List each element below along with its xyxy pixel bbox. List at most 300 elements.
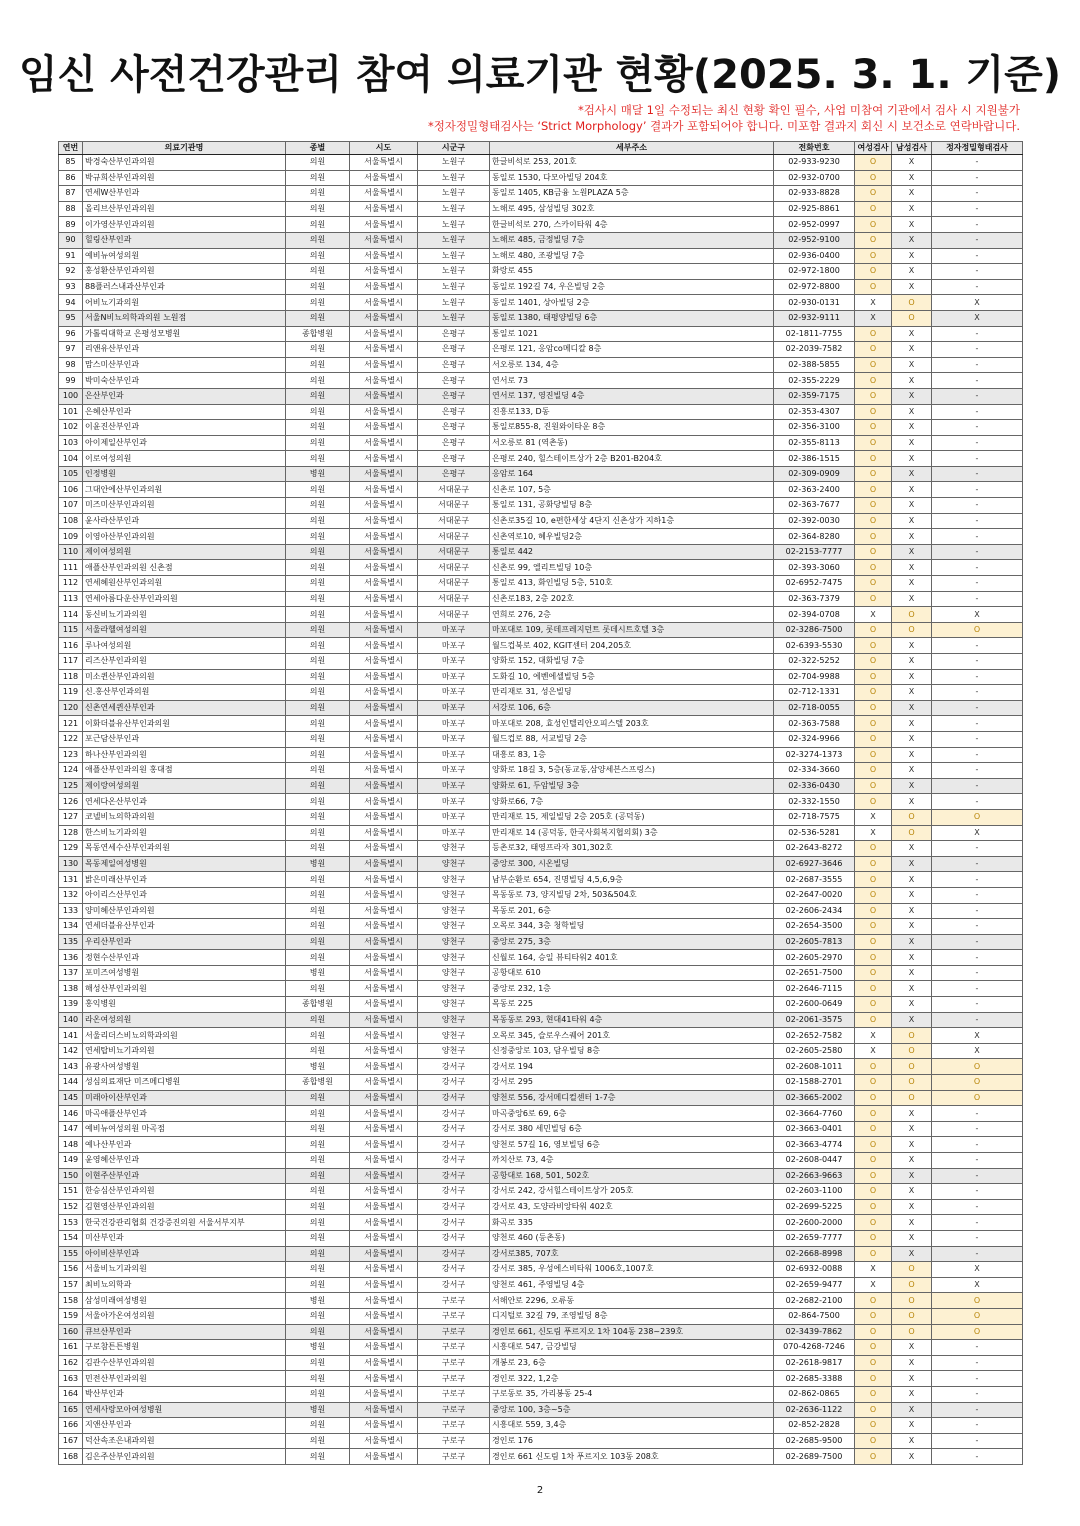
row-number: 115 xyxy=(59,622,83,638)
phone: 02-718-0055 xyxy=(774,700,855,716)
province: 서울특별시 xyxy=(350,622,418,638)
sperm-morphology-test: - xyxy=(932,1449,1023,1465)
female-test: X xyxy=(855,1028,892,1044)
province: 서울특별시 xyxy=(350,1418,418,1434)
female-test: O xyxy=(855,373,892,389)
table-row xyxy=(59,513,1023,529)
table-row xyxy=(59,731,1023,747)
phone: 02-3274-1373 xyxy=(774,747,855,763)
female-test: O xyxy=(855,700,892,716)
province: 서울특별시 xyxy=(350,232,418,248)
male-test: X xyxy=(892,669,932,685)
phone: 02-2651-7500 xyxy=(774,965,855,981)
sperm-morphology-test: X xyxy=(932,1028,1023,1044)
phone: 02-936-0400 xyxy=(774,248,855,264)
district: 노원구 xyxy=(418,310,490,326)
institution-type: 의원 xyxy=(286,1324,350,1340)
district: 마포구 xyxy=(418,731,490,747)
male-test: X xyxy=(892,155,932,171)
male-test: X xyxy=(892,373,932,389)
district: 노원구 xyxy=(418,217,490,233)
sperm-morphology-test: - xyxy=(932,435,1023,451)
male-test: X xyxy=(892,1246,932,1262)
institution-type: 의원 xyxy=(286,201,350,217)
table-row xyxy=(59,544,1023,560)
institution-name: 연세다온산부인과 xyxy=(83,794,286,810)
institution-name: 어비뇨기과의원 xyxy=(83,295,286,311)
female-test: O xyxy=(855,1199,892,1215)
province: 서울특별시 xyxy=(350,997,418,1013)
male-test: O xyxy=(892,1059,932,1075)
table-row xyxy=(59,809,1023,825)
institution-type: 의원 xyxy=(286,1418,350,1434)
district: 양천구 xyxy=(418,981,490,997)
female-test: X xyxy=(855,1043,892,1059)
phone: 02-353-4307 xyxy=(774,404,855,420)
institution-name: 밝은미래산부인과 xyxy=(83,872,286,888)
institution-name: 서울라헬여성의원 xyxy=(83,622,286,638)
institution-type: 의원 xyxy=(286,934,350,950)
province: 서울특별시 xyxy=(350,1324,418,1340)
table-row xyxy=(59,529,1023,545)
address: 강서로 295 xyxy=(490,1075,774,1091)
table-row xyxy=(59,700,1023,716)
row-number: 158 xyxy=(59,1293,83,1309)
female-test: O xyxy=(855,856,892,872)
province: 서울특별시 xyxy=(350,498,418,514)
province: 서울특별시 xyxy=(350,794,418,810)
male-test: O xyxy=(892,1043,932,1059)
sperm-morphology-test: - xyxy=(932,420,1023,436)
address: 경인로 176 xyxy=(490,1433,774,1449)
institution-type: 의원 xyxy=(286,1386,350,1402)
row-number: 94 xyxy=(59,295,83,311)
phone: 02-356-3100 xyxy=(774,420,855,436)
institution-name: 아이제일산부인과 xyxy=(83,435,286,451)
female-test: O xyxy=(855,965,892,981)
female-test: O xyxy=(855,919,892,935)
district: 서대문구 xyxy=(418,607,490,623)
institution-type: 병원 xyxy=(286,856,350,872)
female-test: O xyxy=(855,997,892,1013)
institution-type: 의원 xyxy=(286,669,350,685)
table-row xyxy=(59,638,1023,654)
institution-type: 의원 xyxy=(286,1184,350,1200)
province: 서울특별시 xyxy=(350,887,418,903)
table-row xyxy=(59,342,1023,358)
male-test: X xyxy=(892,778,932,794)
sperm-morphology-test: O xyxy=(932,1324,1023,1340)
phone: 02-2668-8998 xyxy=(774,1246,855,1262)
institution-type: 의원 xyxy=(286,295,350,311)
sperm-morphology-test: - xyxy=(932,1012,1023,1028)
sperm-morphology-test: O xyxy=(932,622,1023,638)
male-test: O xyxy=(892,1277,932,1293)
province: 서울특별시 xyxy=(350,357,418,373)
province: 서울특별시 xyxy=(350,1028,418,1044)
col-header: 의료기관명 xyxy=(83,142,286,155)
note-2: *정자정밀형태검사는 ‘Strict Morphology’ 결과가 포함되어야 합니다. 미포함 결과지 회신 시 보건소로 연락바랍니다. xyxy=(427,119,1020,133)
district: 구로구 xyxy=(418,1340,490,1356)
col-header: 연번 xyxy=(59,142,83,155)
province: 서울특별시 xyxy=(350,1012,418,1028)
district: 강서구 xyxy=(418,1168,490,1184)
phone: 02-363-7379 xyxy=(774,591,855,607)
male-test: X xyxy=(892,747,932,763)
address: 강서로 43, 도양라비앙타워 402호 xyxy=(490,1199,774,1215)
district: 구로구 xyxy=(418,1324,490,1340)
institution-type: 병원 xyxy=(286,466,350,482)
row-number: 88 xyxy=(59,201,83,217)
district: 은평구 xyxy=(418,326,490,342)
female-test: O xyxy=(855,1075,892,1091)
institution-name: 애플산부인과의원 홍대점 xyxy=(83,763,286,779)
sperm-morphology-test: - xyxy=(932,186,1023,202)
phone: 02-925-8861 xyxy=(774,201,855,217)
address: 오목로 345, 슬로우스퀘어 201호 xyxy=(490,1028,774,1044)
table-row xyxy=(59,607,1023,623)
district: 강서구 xyxy=(418,1090,490,1106)
female-test: O xyxy=(855,747,892,763)
male-test: X xyxy=(892,326,932,342)
phone: 02-718-7575 xyxy=(774,809,855,825)
phone: 02-972-8800 xyxy=(774,279,855,295)
male-test: X xyxy=(892,201,932,217)
address: 연희로 276, 2층 xyxy=(490,607,774,623)
address: 중앙로 100, 3층~5층 xyxy=(490,1402,774,1418)
female-test: O xyxy=(855,1402,892,1418)
institution-table xyxy=(58,141,1023,1465)
row-number: 112 xyxy=(59,576,83,592)
row-number: 116 xyxy=(59,638,83,654)
table-row xyxy=(59,404,1023,420)
female-test: O xyxy=(855,685,892,701)
sperm-morphology-test: - xyxy=(932,451,1023,467)
district: 구로구 xyxy=(418,1418,490,1434)
institution-name: 마곡애플산부인과 xyxy=(83,1106,286,1122)
row-number: 99 xyxy=(59,373,83,389)
row-number: 128 xyxy=(59,825,83,841)
sperm-morphology-test: - xyxy=(932,342,1023,358)
row-number: 87 xyxy=(59,186,83,202)
address: 개봉로 23, 6층 xyxy=(490,1355,774,1371)
district: 노원구 xyxy=(418,186,490,202)
institution-type: 의원 xyxy=(286,404,350,420)
sperm-morphology-test: - xyxy=(932,965,1023,981)
row-number: 121 xyxy=(59,716,83,732)
female-test: O xyxy=(855,420,892,436)
row-number: 131 xyxy=(59,872,83,888)
province: 서울특별시 xyxy=(350,1230,418,1246)
institution-type: 의원 xyxy=(286,1355,350,1371)
row-number: 101 xyxy=(59,404,83,420)
province: 서울특별시 xyxy=(350,700,418,716)
sperm-morphology-test: - xyxy=(932,638,1023,654)
address: 은평로 240, 힐스테이트상가 2층 B201-B204호 xyxy=(490,451,774,467)
male-test: X xyxy=(892,544,932,560)
institution-name: 예비뉴여성의원 xyxy=(83,248,286,264)
address: 신촌로183, 2층 202호 xyxy=(490,591,774,607)
sperm-morphology-test: - xyxy=(932,950,1023,966)
province: 서울특별시 xyxy=(350,435,418,451)
female-test: O xyxy=(855,388,892,404)
district: 양천구 xyxy=(418,1028,490,1044)
row-number: 132 xyxy=(59,887,83,903)
sperm-morphology-test: X xyxy=(932,607,1023,623)
address: 강서로385, 707호 xyxy=(490,1246,774,1262)
institution-name: 민전산부인과의원 xyxy=(83,1371,286,1387)
female-test: O xyxy=(855,217,892,233)
table-row xyxy=(59,186,1023,202)
male-test: X xyxy=(892,498,932,514)
institution-name: 미즈미산부인과의원 xyxy=(83,498,286,514)
table-row xyxy=(59,1418,1023,1434)
table-row xyxy=(59,1028,1023,1044)
institution-type: 의원 xyxy=(286,310,350,326)
table-row xyxy=(59,264,1023,280)
institution-name: 그대안에산부인과의원 xyxy=(83,482,286,498)
table-row xyxy=(59,560,1023,576)
male-test: X xyxy=(892,997,932,1013)
female-test: O xyxy=(855,1230,892,1246)
col-header: 세부주소 xyxy=(490,142,774,155)
phone: 02-2600-0649 xyxy=(774,997,855,1013)
institution-name: 김은주산부인과의원 xyxy=(83,1449,286,1465)
table-row xyxy=(59,669,1023,685)
phone: 02-712-1331 xyxy=(774,685,855,701)
phone: 02-3664-7760 xyxy=(774,1106,855,1122)
institution-type: 의원 xyxy=(286,420,350,436)
female-test: O xyxy=(855,529,892,545)
col-header: 여성검사 xyxy=(855,142,892,155)
female-test: X xyxy=(855,825,892,841)
phone: 02-393-3060 xyxy=(774,560,855,576)
female-test: X xyxy=(855,1277,892,1293)
table-row xyxy=(59,997,1023,1013)
address: 시흥대로 559, 3,4층 xyxy=(490,1418,774,1434)
district: 마포구 xyxy=(418,747,490,763)
table-row xyxy=(59,451,1023,467)
institution-type: 병원 xyxy=(286,1402,350,1418)
address: 시흥대로 547, 금강빌딩 xyxy=(490,1340,774,1356)
phone: 02-536-5281 xyxy=(774,825,855,841)
address: 서해안로 2296, 오류동 xyxy=(490,1293,774,1309)
province: 서울특별시 xyxy=(350,872,418,888)
institution-type: 의원 xyxy=(286,264,350,280)
province: 서울특별시 xyxy=(350,965,418,981)
district: 마포구 xyxy=(418,700,490,716)
institution-name: 연세사랑모아여성병원 xyxy=(83,1402,286,1418)
phone: 02-1811-7755 xyxy=(774,326,855,342)
phone: 02-2646-7115 xyxy=(774,981,855,997)
institution-name: 이화더블유산부인과의원 xyxy=(83,716,286,732)
province: 서울특별시 xyxy=(350,310,418,326)
female-test: O xyxy=(855,622,892,638)
institution-type: 의원 xyxy=(286,232,350,248)
district: 은평구 xyxy=(418,373,490,389)
province: 서울특별시 xyxy=(350,388,418,404)
table-row xyxy=(59,856,1023,872)
female-test: O xyxy=(855,763,892,779)
district: 강서구 xyxy=(418,1184,490,1200)
female-test: X xyxy=(855,310,892,326)
male-test: X xyxy=(892,1371,932,1387)
institution-name: 리즈산부인과의원 xyxy=(83,654,286,670)
row-number: 86 xyxy=(59,170,83,186)
sperm-morphology-test: O xyxy=(932,1059,1023,1075)
institution-type: 의원 xyxy=(286,186,350,202)
address: 노해로 495, 삼성빌딩 302호 xyxy=(490,201,774,217)
province: 서울특별시 xyxy=(350,1386,418,1402)
address: 노해로 485, 금정빌딩 7층 xyxy=(490,232,774,248)
female-test: O xyxy=(855,513,892,529)
row-number: 118 xyxy=(59,669,83,685)
female-test: O xyxy=(855,1168,892,1184)
district: 마포구 xyxy=(418,825,490,841)
sperm-morphology-test: - xyxy=(932,934,1023,950)
female-test: O xyxy=(855,264,892,280)
address: 신촌로 99, 엘리트빌딩 10층 xyxy=(490,560,774,576)
institution-name: 성심의료재단 미즈메디병원 xyxy=(83,1075,286,1091)
phone: 02-388-5855 xyxy=(774,357,855,373)
female-test: O xyxy=(855,716,892,732)
row-number: 90 xyxy=(59,232,83,248)
male-test: X xyxy=(892,1402,932,1418)
district: 강서구 xyxy=(418,1137,490,1153)
row-number: 126 xyxy=(59,794,83,810)
district: 구로구 xyxy=(418,1308,490,1324)
district: 노원구 xyxy=(418,264,490,280)
sperm-morphology-test: - xyxy=(932,201,1023,217)
province: 서울특별시 xyxy=(350,326,418,342)
row-number: 100 xyxy=(59,388,83,404)
row-number: 113 xyxy=(59,591,83,607)
row-number: 159 xyxy=(59,1308,83,1324)
female-test: O xyxy=(855,466,892,482)
address: 양천로 556, 강서메디컬센터 1-7층 xyxy=(490,1090,774,1106)
address: 경인로 322, 1,2층 xyxy=(490,1371,774,1387)
address: 서오릉로 81 (역촌동) xyxy=(490,435,774,451)
district: 양천구 xyxy=(418,997,490,1013)
sperm-morphology-test: X xyxy=(932,295,1023,311)
province: 서울특별시 xyxy=(350,1153,418,1169)
col-header: 종별 xyxy=(286,142,350,155)
table-row xyxy=(59,747,1023,763)
row-number: 105 xyxy=(59,466,83,482)
phone: 02-852-2828 xyxy=(774,1418,855,1434)
institution-type: 의원 xyxy=(286,903,350,919)
institution-type: 의원 xyxy=(286,1433,350,1449)
institution-type: 의원 xyxy=(286,451,350,467)
table-body xyxy=(59,155,1023,1465)
address: 양화로 61, 두암빌딩 3층 xyxy=(490,778,774,794)
institution-type: 의원 xyxy=(286,560,350,576)
female-test: O xyxy=(855,1184,892,1200)
row-number: 95 xyxy=(59,310,83,326)
page-title: 임신 사전건강관리 참여 의료기관 현황(2025. 3. 1. 기준) xyxy=(18,52,1062,98)
address: 공항대로 168, 501, 502호 xyxy=(490,1168,774,1184)
institution-name: 라온여성의원 xyxy=(83,1012,286,1028)
table-row xyxy=(59,155,1023,171)
male-test: X xyxy=(892,1168,932,1184)
phone: 02-862-0865 xyxy=(774,1386,855,1402)
sperm-morphology-test: X xyxy=(932,1262,1023,1278)
institution-name: 코넬비뇨의학과의원 xyxy=(83,809,286,825)
province: 서울특별시 xyxy=(350,1121,418,1137)
row-number: 146 xyxy=(59,1106,83,1122)
row-number: 143 xyxy=(59,1059,83,1075)
phone: 02-1588-2701 xyxy=(774,1075,855,1091)
institution-name: 연세혜원산부인과의원 xyxy=(83,576,286,592)
institution-type: 의원 xyxy=(286,1137,350,1153)
sperm-morphology-test: - xyxy=(932,778,1023,794)
province: 서울특별시 xyxy=(350,482,418,498)
male-test: X xyxy=(892,1199,932,1215)
phone: 02-2603-1100 xyxy=(774,1184,855,1200)
institution-name: 지앤산부인과 xyxy=(83,1418,286,1434)
table-row xyxy=(59,1106,1023,1122)
province: 서울특별시 xyxy=(350,1449,418,1465)
male-test: X xyxy=(892,1449,932,1465)
address: 중앙로 275, 3층 xyxy=(490,934,774,950)
province: 서울특별시 xyxy=(350,1168,418,1184)
institution-name: 미래아이산부인과 xyxy=(83,1090,286,1106)
female-test: O xyxy=(855,1215,892,1231)
district: 양천구 xyxy=(418,965,490,981)
row-number: 163 xyxy=(59,1371,83,1387)
institution-type: 의원 xyxy=(286,778,350,794)
row-number: 91 xyxy=(59,248,83,264)
row-number: 148 xyxy=(59,1137,83,1153)
table-row xyxy=(59,794,1023,810)
table-row xyxy=(59,1324,1023,1340)
row-number: 109 xyxy=(59,529,83,545)
male-test: X xyxy=(892,856,932,872)
female-test: O xyxy=(855,591,892,607)
province: 서울특별시 xyxy=(350,186,418,202)
sperm-morphology-test: O xyxy=(932,1308,1023,1324)
institution-type: 종합병원 xyxy=(286,997,350,1013)
province: 서울특별시 xyxy=(350,716,418,732)
institution-name: 연세더블유산부인과 xyxy=(83,919,286,935)
district: 마포구 xyxy=(418,622,490,638)
phone: 02-2652-7582 xyxy=(774,1028,855,1044)
phone: 02-363-2400 xyxy=(774,482,855,498)
address: 월드컵로 88, 서교빌딩 2층 xyxy=(490,731,774,747)
phone: 02-355-2229 xyxy=(774,373,855,389)
address: 강서로 380 세민빌딩 6층 xyxy=(490,1121,774,1137)
institution-type: 의원 xyxy=(286,1090,350,1106)
row-number: 141 xyxy=(59,1028,83,1044)
institution-type: 의원 xyxy=(286,1246,350,1262)
male-test: X xyxy=(892,342,932,358)
row-number: 140 xyxy=(59,1012,83,1028)
institution-type: 의원 xyxy=(286,1230,350,1246)
sperm-morphology-test: X xyxy=(932,1277,1023,1293)
sperm-morphology-test: - xyxy=(932,1215,1023,1231)
page-number: 2 xyxy=(536,1485,544,1496)
phone: 02-933-8828 xyxy=(774,186,855,202)
table-row xyxy=(59,576,1023,592)
institution-name: 정현수산부인과 xyxy=(83,950,286,966)
table-row xyxy=(59,373,1023,389)
row-number: 147 xyxy=(59,1121,83,1137)
institution-name: 큐브산부인과 xyxy=(83,1324,286,1340)
institution-name: 김현영산부인과의원 xyxy=(83,1199,286,1215)
institution-type: 의원 xyxy=(286,217,350,233)
sperm-morphology-test: - xyxy=(932,1106,1023,1122)
address: 양화로 18길 3, 5층(동교동,삼양세븐스프링스) xyxy=(490,763,774,779)
